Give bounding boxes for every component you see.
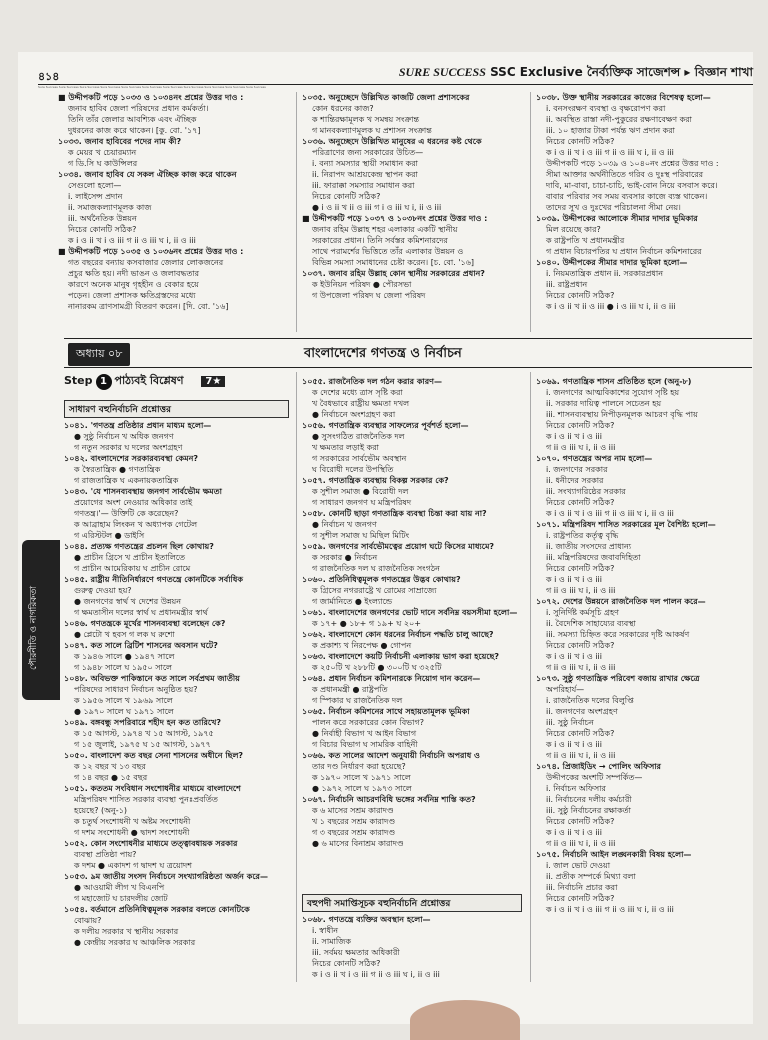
- text-line: গ নতুন সরকার ঘ দলের অংশগ্রহণ: [74, 443, 183, 452]
- text-line: ii. নিরাপদ আশ্রয়কেন্দ্র স্থাপন করা: [312, 170, 418, 179]
- text-line: ক গ্রিসের নগররাষ্ট্রে খ রোমের সাম্রাজ্যে: [312, 586, 437, 595]
- text-line: ■ উদ্দীপকটি পড়ে ১০৩৩ ও ১০৩৪নং প্রশ্নের উত্তর দাও :: [58, 93, 244, 102]
- text-line: iii. নির্বাচনি প্রচার করা: [546, 883, 618, 892]
- text-line: ১০৬০. প্রতিনিধিত্বমূলক গণতন্ত্রের উদ্ভব কোথায়?: [302, 575, 461, 584]
- text-line: হয়েছে? (অনু-১): [74, 806, 128, 815]
- text-line: প্রয়োগের অংশ নেওয়ার অধিকার তাই: [74, 498, 193, 507]
- text-line: ● সুসংগঠিত রাজনৈতিক দল: [312, 432, 405, 441]
- column-divider: [296, 92, 297, 332]
- text-line: পরিত্রাণের জন্য সরকারের উচিত—: [312, 148, 424, 157]
- text-line: গ ১৯৪৮ সালে ঘ ১৯৫০ সালে: [74, 663, 172, 672]
- text-line: ● ৬ মাসের বিনাশ্রম কারাদণ্ড: [312, 839, 404, 848]
- text-line: iii. রাষ্ট্রপ্রধান: [546, 280, 588, 289]
- text-line: তাদের সুখ ও দুঃখের পরিচালনা সীমা নেয়।: [546, 203, 681, 212]
- step-number: 1: [96, 374, 112, 390]
- text-line: i. সুনির্দিষ্ট কর্মসূচি গ্রহণ: [546, 608, 619, 617]
- text-line: ১০৬৯. গণতান্ত্রিক শাসন প্রতিষ্ঠিত হলে (অনু-৮): [536, 377, 692, 386]
- text-line: ১০৫০. বাংলাদেশ কত বছর সেনা শাসনের অধীনে ছিল?: [64, 751, 244, 760]
- text-line: ● সুষ্ঠু নির্বাচন খ অধিক জনগণ: [74, 432, 174, 441]
- text-line: ii. ধনীদের সরকার: [546, 476, 604, 485]
- text-line: ii. সামাজিক: [312, 937, 351, 946]
- text-line: ১০৫৪. বর্তমানে প্রতিনিধিত্বমূলক সরকার বলতে কোনটিকে: [64, 905, 250, 914]
- text-line: গ প্রাচীন আমেরিকায় ঘ প্রাচীন রোমে: [74, 564, 191, 573]
- text-line: গ মহাজোট ঘ চারদলীয় জোট: [74, 894, 168, 903]
- text-line: ক ২৫০টি খ ২৮৮টি ● ৩০০টি ঘ ৩২৫টি: [312, 663, 442, 672]
- text-line: i. জাল ভোট দেওয়া: [546, 861, 611, 870]
- text-line: নিচের কোনটি সঠিক?: [546, 564, 615, 573]
- chapter-label: অধ্যায় ০৮: [68, 343, 130, 366]
- text-line: ক i ও ii খ i ও iii: [546, 740, 602, 749]
- text-line: বিভিন্ন সমস্যা সমাধানের চেষ্টা করেন। [চ. বো. '১৬]: [312, 258, 475, 267]
- text-line: iii. মন্ত্রিপরিষদের জবাবদিহিতা: [546, 553, 641, 562]
- text-line: তিনি তাঁর জেলার আবশ্যিক এবং ঐচ্ছিক: [68, 115, 197, 124]
- text-line: নিচের কোনটি সঠিক?: [546, 729, 615, 738]
- text-line: i. রাজনৈতিক দলের বিলুপ্তি: [546, 696, 634, 705]
- text-line: ক i ও ii খ i ও iii গ ii ও iii ঘ i, ii ও iii: [546, 905, 674, 914]
- text-line: ১০৬৮. গণতন্ত্রে ব্যক্তির অবস্থান হলো—: [302, 915, 431, 924]
- text-line: ১০৩৭. জনাব রহিম উল্লাহ কোন স্থানীয় সরকারের প্রধান?: [302, 269, 485, 278]
- text-line: ১০৫৬. গণতান্ত্রিক ব্যবস্থার সাফল্যের পূর্বশর্ত হলো—: [302, 421, 469, 430]
- text-line: গ এরিস্টটল ● ডাইসি: [74, 531, 145, 540]
- text-line: iii. ১০ হাজার টাকা পর্যন্ত ঋণ প্রদান করা: [546, 126, 675, 135]
- text-line: ii. নির্বাচনের দলীয় কর্মচারী: [546, 795, 632, 804]
- page-header: [38, 65, 753, 84]
- text-line: নিচের কোনটি সঠিক?: [68, 225, 137, 234]
- text-line: ■ উদ্দীপকটি পড়ে ১০৩৫ ও ১০৩৬নং প্রশ্নের উত্তর দাও :: [58, 247, 244, 256]
- text-line: পরিষদের সাধারণ নির্বাচন অনুষ্ঠিত হয়?: [74, 685, 198, 694]
- text-line: গ ii ও iii ঘ i, ii ও iii: [546, 443, 616, 452]
- page-number: ৪১৪: [38, 70, 60, 83]
- chapter-banner: [64, 338, 752, 368]
- text-line: i. রাষ্ট্রপতির কর্তৃত্ব বৃদ্ধি: [546, 531, 619, 540]
- text-line: গ মানবকল্যাণমূলক ঘ প্রশাসন সংক্রান্ত: [312, 126, 432, 135]
- text-line: ক i ও ii খ i ও iii: [546, 432, 602, 441]
- text-line: iii. অর্থনৈতিক উন্নয়ন: [68, 214, 137, 223]
- text-line: গ সাধারণ জনগণ ঘ মন্ত্রিপরিষদ: [312, 498, 412, 507]
- top-left-column: [58, 92, 290, 332]
- column-1: [64, 420, 292, 980]
- brand-header: [399, 64, 753, 84]
- text-line: ii. জনগণের অংশগ্রহণ: [546, 707, 618, 716]
- text-line: ● নির্বাচন খ জনগণ: [312, 520, 377, 529]
- text-line: ক ১৯৫৬ সালে খ ১৯৬৯ সালে: [74, 696, 173, 705]
- text-line: ii. প্রতীক সম্পর্কে মিথ্যা বলা: [546, 872, 636, 881]
- text-line: নিচের কোনটি সঠিক?: [546, 641, 615, 650]
- text-line: ১০৭৫. নির্বাচনি আইন লঙ্ঘনকারী বিষয় হলো—: [536, 850, 692, 859]
- text-line: ১০৪৫. রাষ্ট্রীয় নীতিনির্ধারণে গণতন্ত্রে কোনটিকে সর্বাধিক: [64, 575, 243, 584]
- text-line: iii. সর্বময় ক্ষমতার অধিকারী: [312, 948, 400, 957]
- text-line: ক স্বৈরতান্ত্রিক ● গণতান্ত্রিক: [74, 465, 161, 474]
- text-line: ১০৬৬. কত সালের আদেশ অনুযায়ী নির্বাচনি অপরাধ ও: [302, 751, 480, 760]
- text-line: গ সরকারের সার্বভৌম অবস্থান: [312, 454, 407, 463]
- column-divider: [296, 372, 297, 982]
- text-line: ১০৩৮. উক্ত স্থানীয় সরকারের কাজের বিশেষত্ব হলো—: [536, 93, 711, 102]
- text-line: পড়েন। জেলা প্রশাসক ক্ষতিগ্রস্তদের মধ্যে: [68, 291, 196, 300]
- text-line: সাথে পরামর্শের ভিত্তিতে তাঁর এলাকার উন্নয়ন ও: [312, 247, 464, 256]
- text-line: ১০৪৮. অবিভক্ত পাকিস্তানে কত সালে সর্বপ্রথম জাতীয়: [64, 674, 240, 683]
- text-line: ii. বৈদেশিক সাহায্যের ব্যবস্থা: [546, 619, 636, 628]
- text-line: ক দশম ● একাদশ গ দ্বাদশ ঘ ত্রয়োদশ: [74, 861, 192, 870]
- text-line: ক প্রধানমন্ত্রী ● রাষ্ট্রপতি: [312, 685, 388, 694]
- text-line: গ ১৪ বছর ● ১৫ বছর: [74, 773, 148, 782]
- text-line: ১০৪৩. 'যে শাসনব্যবস্থায় জনগণ সার্বভৌম ক্ষমতা: [64, 487, 222, 496]
- text-line: ● জনগণের স্বার্থ খ দেশের উন্নয়ন: [74, 597, 182, 606]
- text-line: ক i ও ii খ i ও iii: [546, 575, 602, 584]
- top-right-column: [536, 92, 751, 332]
- topic-general-mcq: সাধারণ বহুনির্বাচনি প্রশ্নোত্তর: [64, 400, 289, 418]
- text-line: গ প্রধান বিচারপতির ঘ প্রধান নির্বাচন কমিশনারের: [546, 247, 702, 256]
- text-line: ক শান্তিরক্ষামূলক খ সমন্বয় সংক্রান্ত: [312, 115, 420, 124]
- text-line: ক ১৯৪৬ সালে ● ১৯৪৭ সালে: [74, 652, 175, 661]
- text-line: ১০৭৪. প্রিজাইডিং → পোলিং অফিসার: [536, 762, 661, 771]
- text-line: জনাব হাবিব জেলা পরিষদের প্রধান কর্মকর্তা।: [68, 104, 209, 113]
- text-line: জনাব রহিম উল্লাহ শহর এলাকার একটি স্থানীয়: [312, 225, 458, 234]
- text-line: দুধরনের কাজ করে থাকেন। [কু. বো. '১৭]: [68, 126, 201, 135]
- text-line: কোন ধরনের কাজ?: [312, 104, 374, 113]
- text-line: গ ii ও iii ঘ i, ii ও iii: [546, 663, 616, 672]
- text-line: ১০৭৩. সুষ্ঠু গণতান্ত্রিক পরিবেশ বজায় রাখার ক্ষেত্রে: [536, 674, 700, 683]
- text-line: নিচের কোনটি সঠিক?: [546, 291, 615, 300]
- text-line: গ বিচার বিভাগ ঘ সামরিক বাহিনী: [312, 740, 418, 749]
- text-line: ক দলীয় সরকার খ স্থানীয় সরকার: [74, 927, 179, 936]
- text-line: ক i ও ii খ i ও iii: [546, 828, 602, 837]
- text-line: ১০৪৭. কত সালে ব্রিটিশ শাসনের অবসান ঘটে?: [64, 641, 218, 650]
- text-line: বাবার পরিবার সব সময় ব্যবসার কাজে ব্যস্ত থাকেন।: [546, 192, 708, 201]
- text-line: তার দণ্ড নির্ধারণ করা হয়েছে?: [312, 762, 406, 771]
- side-tab-label: পৌরনীতি ও নাগরিকতা: [29, 586, 39, 670]
- text-line: ক ১২ বছর খ ১৩ বছর: [74, 762, 146, 771]
- text-line: গ সুশীল সমাজ ঘ মিছিল মিটিং: [312, 531, 410, 540]
- header-stripe: Sure Success Sure Success Sure Success Sure Success Sure Success Sure Success Sure Success Sure Success Sure Success Sure Success Sure Success: [38, 84, 753, 89]
- text-line: ১০৪৬. গণতন্ত্রকে মূর্খের শাসনব্যবস্থা বলেছেন কে?: [64, 619, 226, 628]
- text-line: ১০৭০. গণতন্ত্রের অপর নাম হলো—: [536, 454, 653, 463]
- text-line: ১০৫৫. রাজনৈতিক দল গঠন করার কারণ—: [302, 377, 442, 386]
- column-divider: [530, 372, 531, 982]
- text-line: ১০৬৩. বাংলাদেশে কয়টি নির্বাচনী এলাকায় ভাগ করা হয়েছে?: [302, 652, 500, 661]
- text-line: ● i ও ii খ ii ও iii গ i ও iii ঘ i, ii ও iii: [312, 203, 442, 212]
- text-line: গ স্পিকার ঘ রাজনৈতিক দল: [312, 696, 403, 705]
- text-line: সীমা আক্তার অর্থনীতিতে গরিব ও দুঃস্থ পরিবারের: [546, 170, 704, 179]
- column-3: [536, 376, 751, 982]
- text-line: ক ৬ মাসের সশ্রম কারাদণ্ড: [312, 806, 394, 815]
- text-line: ১০৩৬. অনুচ্ছেদে উল্লিখিত মানুষের এ ধরনের কষ্ট থেকে: [302, 137, 482, 146]
- text-line: iii. শাসনব্যবস্থায় নিপীড়নমূলক আচরণ বৃদ্ধি পায়: [546, 410, 698, 419]
- text-line: ● কেন্দ্রীয় সরকার ঘ আঞ্চলিক সরকার: [74, 938, 196, 947]
- text-line: ১০৪৪. প্রত্যক্ষ গণতন্ত্রের প্রচলন ছিল কোথায়?: [64, 542, 214, 551]
- column-2-lower: [302, 914, 524, 984]
- text-line: ১০৪১. 'গণতন্ত্র প্রতিষ্ঠার প্রধান মাধ্যম হলো—: [64, 421, 212, 430]
- top-middle-column: [302, 92, 524, 332]
- brand-subtitle: SSC Exclusive নৈর্ব্যক্তিক সাজেশন্স ▸ বিজ্ঞান শাখা: [490, 65, 753, 79]
- text-line: ১০৫৮. কোনটি ছাড়া গণতান্ত্রিক ব্যবস্থা চিন্তা করা যায় না?: [302, 509, 487, 518]
- text-line: গ দশম সংশোধনী ● দ্বাদশ সংশোধনী: [74, 828, 190, 837]
- text-line: iii. সমস্যা চিহ্নিত করে সরকারের দৃষ্টি আকর্ষণ: [546, 630, 690, 639]
- text-line: গ রাজতান্ত্রিক ঘ একনায়কতান্ত্রিক: [74, 476, 179, 485]
- text-line: i. স্বাধীন: [312, 926, 339, 935]
- text-line: ● ১৯৭০ সালে ঘ ১৯৭১ সালে: [74, 707, 174, 716]
- text-line: ক ইউনিয়ন পরিষদ ● পৌরসভা: [312, 280, 412, 289]
- step-prefix: Step: [64, 374, 93, 387]
- text-line: ii. সমাজকল্যাণমূলক কাজ: [68, 203, 152, 212]
- brand-sure-success: SURE SUCCESS: [398, 65, 486, 79]
- text-line: নানারকম ত্রাণসামগ্রী বিতরণ করেন। [দি. বো. '১৬]: [68, 302, 229, 311]
- text-line: i. জনগণের সরকার: [546, 465, 608, 474]
- text-line: iii. সংখ্যাগরিষ্ঠের সরকার: [546, 487, 626, 496]
- text-line: ii. অবস্থিত রাস্তা নদী-পুকুরের রক্ষণাবেক্ষণ করা: [546, 115, 693, 124]
- text-line: ১০৭১. মন্ত্রিপরিষদ শাসিত সরকারের মূল বৈশিষ্ট্য হলো—: [536, 520, 716, 529]
- text-line: ● ১৯৭২ সালে ঘ ১৯৭৩ সালে: [312, 784, 412, 793]
- text-line: ১০৭২. দেশের উন্নয়নে রাজনৈতিক দল পালন করে—: [536, 597, 706, 606]
- column-divider: [530, 92, 531, 332]
- step-heading: [64, 372, 304, 390]
- text-line: ii. সরকার দায়িত্ব পালনে সচেতন হয়: [546, 399, 662, 408]
- text-line: ● নির্বাহী বিভাগ খ আইন বিভাগ: [312, 729, 417, 738]
- text-line: ক ১৯৭০ সালে খ ১৯৭১ সালে: [312, 773, 411, 782]
- text-line: গ ডি.সি ঘ কাউন্সিলর: [68, 159, 138, 168]
- topic-multi-mcq: বহুপদী সমাপ্তিসূচক বহুনির্বাচনি প্রশ্নোত্তর: [302, 894, 522, 912]
- text-line: ১০৬১. বাংলাদেশের জনগণের ভোট দানে সর্বনিম্ন বয়সসীমা হলো—: [302, 608, 518, 617]
- thumb-in-photo: [410, 1000, 520, 1040]
- text-line: ১০৫১. কততম সংবিধান সংশোধনীর মাধ্যমে বাংলাদেশে: [64, 784, 241, 793]
- text-line: ১০৩৯. উদ্দীপকের আলোকে সীমার দাদার ভূমিকার: [536, 214, 698, 223]
- text-line: গত বছরের বন্যায় কসবাজার জেলার লোকজনের: [68, 258, 224, 267]
- column-2: [302, 376, 524, 888]
- text-line: ১০৫৩. ৯ম জাতীয় সংসদ নির্বাচনে সংখ্যাগরিষ্ঠতা অর্জন করে—: [64, 872, 268, 881]
- text-line: গণতন্ত্র।'— উক্তিটি কে করেছেন?: [74, 509, 179, 518]
- text-line: বোঝায়?: [74, 916, 102, 925]
- text-line: নিচের কোনটি সঠিক?: [546, 137, 615, 146]
- text-line: গ ii ও iii ঘ i, ii ও iii: [546, 839, 616, 848]
- text-line: ক i ও ii খ i ও iii গ ii ও iii ঘ i, ii ও iii: [68, 236, 196, 245]
- step-badge: 7★: [201, 376, 225, 387]
- text-line: গ ৩ বছরের সশ্রম কারাদণ্ড: [312, 828, 396, 837]
- text-line: পালন করে সরকারের কোন বিভাগ?: [312, 718, 424, 727]
- text-line: ক ১৭+ ● ১৮+ গ ১৯+ ঘ ২০+: [312, 619, 421, 628]
- text-line: ক i ও ii খ i ও iii গ ii ও iii ঘ i, ii ও iii: [546, 148, 674, 157]
- chapter-title: বাংলাদেশের গণতন্ত্র ও নির্বাচন: [304, 346, 462, 361]
- text-line: গ জার্মানিতে ● ইংল্যান্ডে: [312, 597, 393, 606]
- text-line: সেগুলো হলো—: [68, 181, 122, 190]
- text-line: ১০৫২. কোন সংশোধনীর মাধ্যমে তত্ত্বাবধায়ক সরকার: [64, 839, 238, 848]
- text-line: মন্ত্রিপরিষদ শাসিত সরকার ব্যবস্থা পুনঃপ্রবর্তিত: [74, 795, 218, 804]
- subject-side-tab: [22, 540, 60, 700]
- text-line: উদ্দীপকটি পড়ে ১০৩৯ ও ১০৪০নং প্রশ্নের উত্তর দাও :: [546, 159, 719, 168]
- text-line: ১০৬৭. নির্বাচনি আচরণবিধি ভঙ্গের সর্বনিম্ন শাস্তি কত?: [302, 795, 476, 804]
- text-line: ■ উদ্দীপকটি পড়ে ১০৩৭ ও ১০৩৮নং প্রশ্নের উত্তর দাও :: [302, 214, 488, 223]
- step-title: পাঠ্যবই বিশ্লেষণ: [114, 374, 184, 387]
- text-line: ক i ও ii খ i ও iii: [546, 652, 602, 661]
- text-line: ● নির্বাচনে অংশগ্রহণ করা: [312, 410, 396, 419]
- text-line: ১০৪৯. বঙ্গবন্ধু সপরিবারে শহীদ হন কত তারিখে?: [64, 718, 221, 727]
- text-line: খ বৈধভাবে রাষ্ট্রীয় ক্ষমতা দখল: [312, 399, 410, 408]
- text-line: গ ক্ষমতাসীন দলের স্বার্থ ঘ প্রধানমন্ত্রীর স্বার্থ: [74, 608, 208, 617]
- text-line: কারণে অনেক মানুষ গৃহহীন ও বেকার হয়ে: [68, 280, 199, 289]
- text-line: ১০৪২. বাংলাদেশের সরকারব্যবস্থা কেমন?: [64, 454, 198, 463]
- text-line: ১০৫৭. গণতান্ত্রিক ব্যবস্থায় বিকল্প সরকার কে?: [302, 476, 449, 485]
- text-line: ক চতুর্থ সংশোধনী খ অষ্টম সংশোধনী: [74, 817, 191, 826]
- text-line: ১০৬৫. নির্বাচন কমিশনের সাথে সহায়তামূলক ভূমিকা: [302, 707, 470, 716]
- text-line: গ রাজনৈতিক দল ঘ রাজনৈতিক সংগঠন: [312, 564, 440, 573]
- text-line: মিল রয়েছে কার?: [546, 225, 601, 234]
- text-line: ● আওয়ামী লীগ খ বিএনপি: [74, 883, 165, 892]
- text-line: দাবি, মা-বাবা, চাচা-চাচি, ভাই-বোন নিয়ে বসবাস করে।: [546, 181, 718, 190]
- text-line: গ ii ও iii ঘ i, ii ও iii: [546, 586, 616, 595]
- text-line: নিচের কোনটি সঠিক?: [546, 421, 615, 430]
- text-line: খ ১ বছরের সশ্রম কারাদণ্ড: [312, 817, 396, 826]
- text-line: ক সরকার ● নির্বাচন: [312, 553, 378, 562]
- text-line: iii. সুষ্ঠু নির্বাচন: [546, 718, 594, 727]
- text-line: ঘ বিরোধী দলের উপস্থিতি: [312, 465, 394, 474]
- text-line: নিচের কোনটি সঠিক?: [312, 192, 381, 201]
- text-line: ক প্রকাশ্য খ নিরপেক্ষ ● গোপন: [312, 641, 412, 650]
- text-line: নিচের কোনটি সঠিক?: [312, 959, 381, 968]
- text-line: ১০৩৪. জনাব হাবিব যে সকল ঐচ্ছিক কাজ করে থাকেন: [58, 170, 237, 179]
- text-line: i. লাইসেন্স প্রদান: [68, 192, 123, 201]
- text-line: নিচের কোনটি সঠিক?: [546, 498, 615, 507]
- text-line: সরকারের প্রধান। তিনি সর্বস্তর কমিশনারদের: [312, 236, 448, 245]
- text-line: ক ১৫ আগস্ট, ১৯৭৪ খ ১৫ আগস্ট, ১৯৭৫: [74, 729, 214, 738]
- text-line: খ ক্ষমতার লড়াই করা: [312, 443, 379, 452]
- text-line: ব্যবস্থা প্রতিষ্ঠা পায়?: [74, 850, 137, 859]
- text-line: ক দেশের মধ্যে ত্রাস সৃষ্টি করা: [312, 388, 403, 397]
- text-line: i. নিয়মতান্ত্রিক প্রধান ii. সরকারপ্রধান: [546, 269, 664, 278]
- text-line: ক মেয়র খ চেয়ারম্যান: [68, 148, 137, 157]
- text-line: ii. জাতীয় সংসদের প্রাধান্য: [546, 542, 632, 551]
- text-line: গ ii ও iii ঘ i, ii ও iii: [546, 751, 616, 760]
- text-line: ১০৬৪. প্রধান নির্বাচন কমিশনারকে নিয়োগ দান করেন—: [302, 674, 481, 683]
- text-line: ১০৩৩. জনাব হাবিবের পদের নাম কী?: [58, 137, 182, 146]
- text-line: ১০৩৫. অনুচ্ছেদে উল্লিখিত কাজটি জেলা প্রশাসকের: [302, 93, 470, 102]
- text-line: নিচের কোনটি সঠিক?: [546, 894, 615, 903]
- text-line: ক i ও ii খ ii ও iii ● i ও iii ঘ i, ii ও iii: [546, 302, 676, 311]
- text-line: উদ্দীপকের অংশটি সম্পর্কিত—: [546, 773, 643, 782]
- text-line: ১০৬২. বাংলাদেশে কোন ধরনের নির্বাচন পদ্ধতি চালু আছে?: [302, 630, 494, 639]
- text-line: ক i ও ii খ i ও iii গ ii ও iii ঘ i, ii ও iii: [546, 509, 674, 518]
- text-line: ক সুশীল সমাজ ● বিরোধী দল: [312, 487, 409, 496]
- text-line: ১০৪০. উদ্দীপকের সীমার দাদার ভূমিকা হলো—: [536, 258, 688, 267]
- text-line: গ উপজেলা পরিষদ ঘ জেলা পরিষদ: [312, 291, 426, 300]
- text-line: গ ১৫ জুলাই, ১৯৭৫ ঘ ১৫ আগস্ট, ১৯৭৭: [74, 740, 211, 749]
- text-line: ১০৫৯. জনগণের সার্বভৌমত্বের প্রয়োগ ঘটে কিসের মাধ্যমে?: [302, 542, 495, 551]
- text-line: iii. সুষ্ঠু নির্বাচনের রক্ষাকর্তা: [546, 806, 632, 815]
- text-line: অপরিহার্য—: [546, 685, 585, 694]
- text-line: ● প্লেটো খ হবস গ লক ঘ রুশো: [74, 630, 175, 639]
- text-line: ক আব্রাহাম লিংকন খ অধ্যাপক গেটেল: [74, 520, 198, 529]
- text-line: ● প্রাচীন গ্রিসে খ প্রাচীন ইতালিতে: [74, 553, 186, 562]
- text-line: ক রাষ্ট্রপতি খ প্রধানমন্ত্রীর: [546, 236, 625, 245]
- text-line: নিচের কোনটি সঠিক?: [546, 817, 615, 826]
- text-line: i. বন্যা সমস্যার স্থায়ী সমাধান করা: [312, 159, 418, 168]
- text-line: ক i ও ii খ i ও iii গ ii ও iii ঘ i, ii ও iii: [312, 970, 440, 979]
- text-line: গুরুত্ব দেওয়া হয়?: [74, 586, 132, 595]
- text-line: প্রচুর ক্ষতি হয়। নদী ভাঙন ও জলাবদ্ধতার: [68, 269, 200, 278]
- text-line: i. জনগণের আত্মবিকাশের সুযোগ সৃষ্টি হয়: [546, 388, 680, 397]
- text-line: i. বনসংরক্ষণ ব্যবস্থা ও বৃক্ষরোপণ করা: [546, 104, 666, 113]
- text-line: i. নির্বাচন অফিসার: [546, 784, 606, 793]
- text-line: iii. ফারাক্কা সমস্যার সমাধান করা: [312, 181, 415, 190]
